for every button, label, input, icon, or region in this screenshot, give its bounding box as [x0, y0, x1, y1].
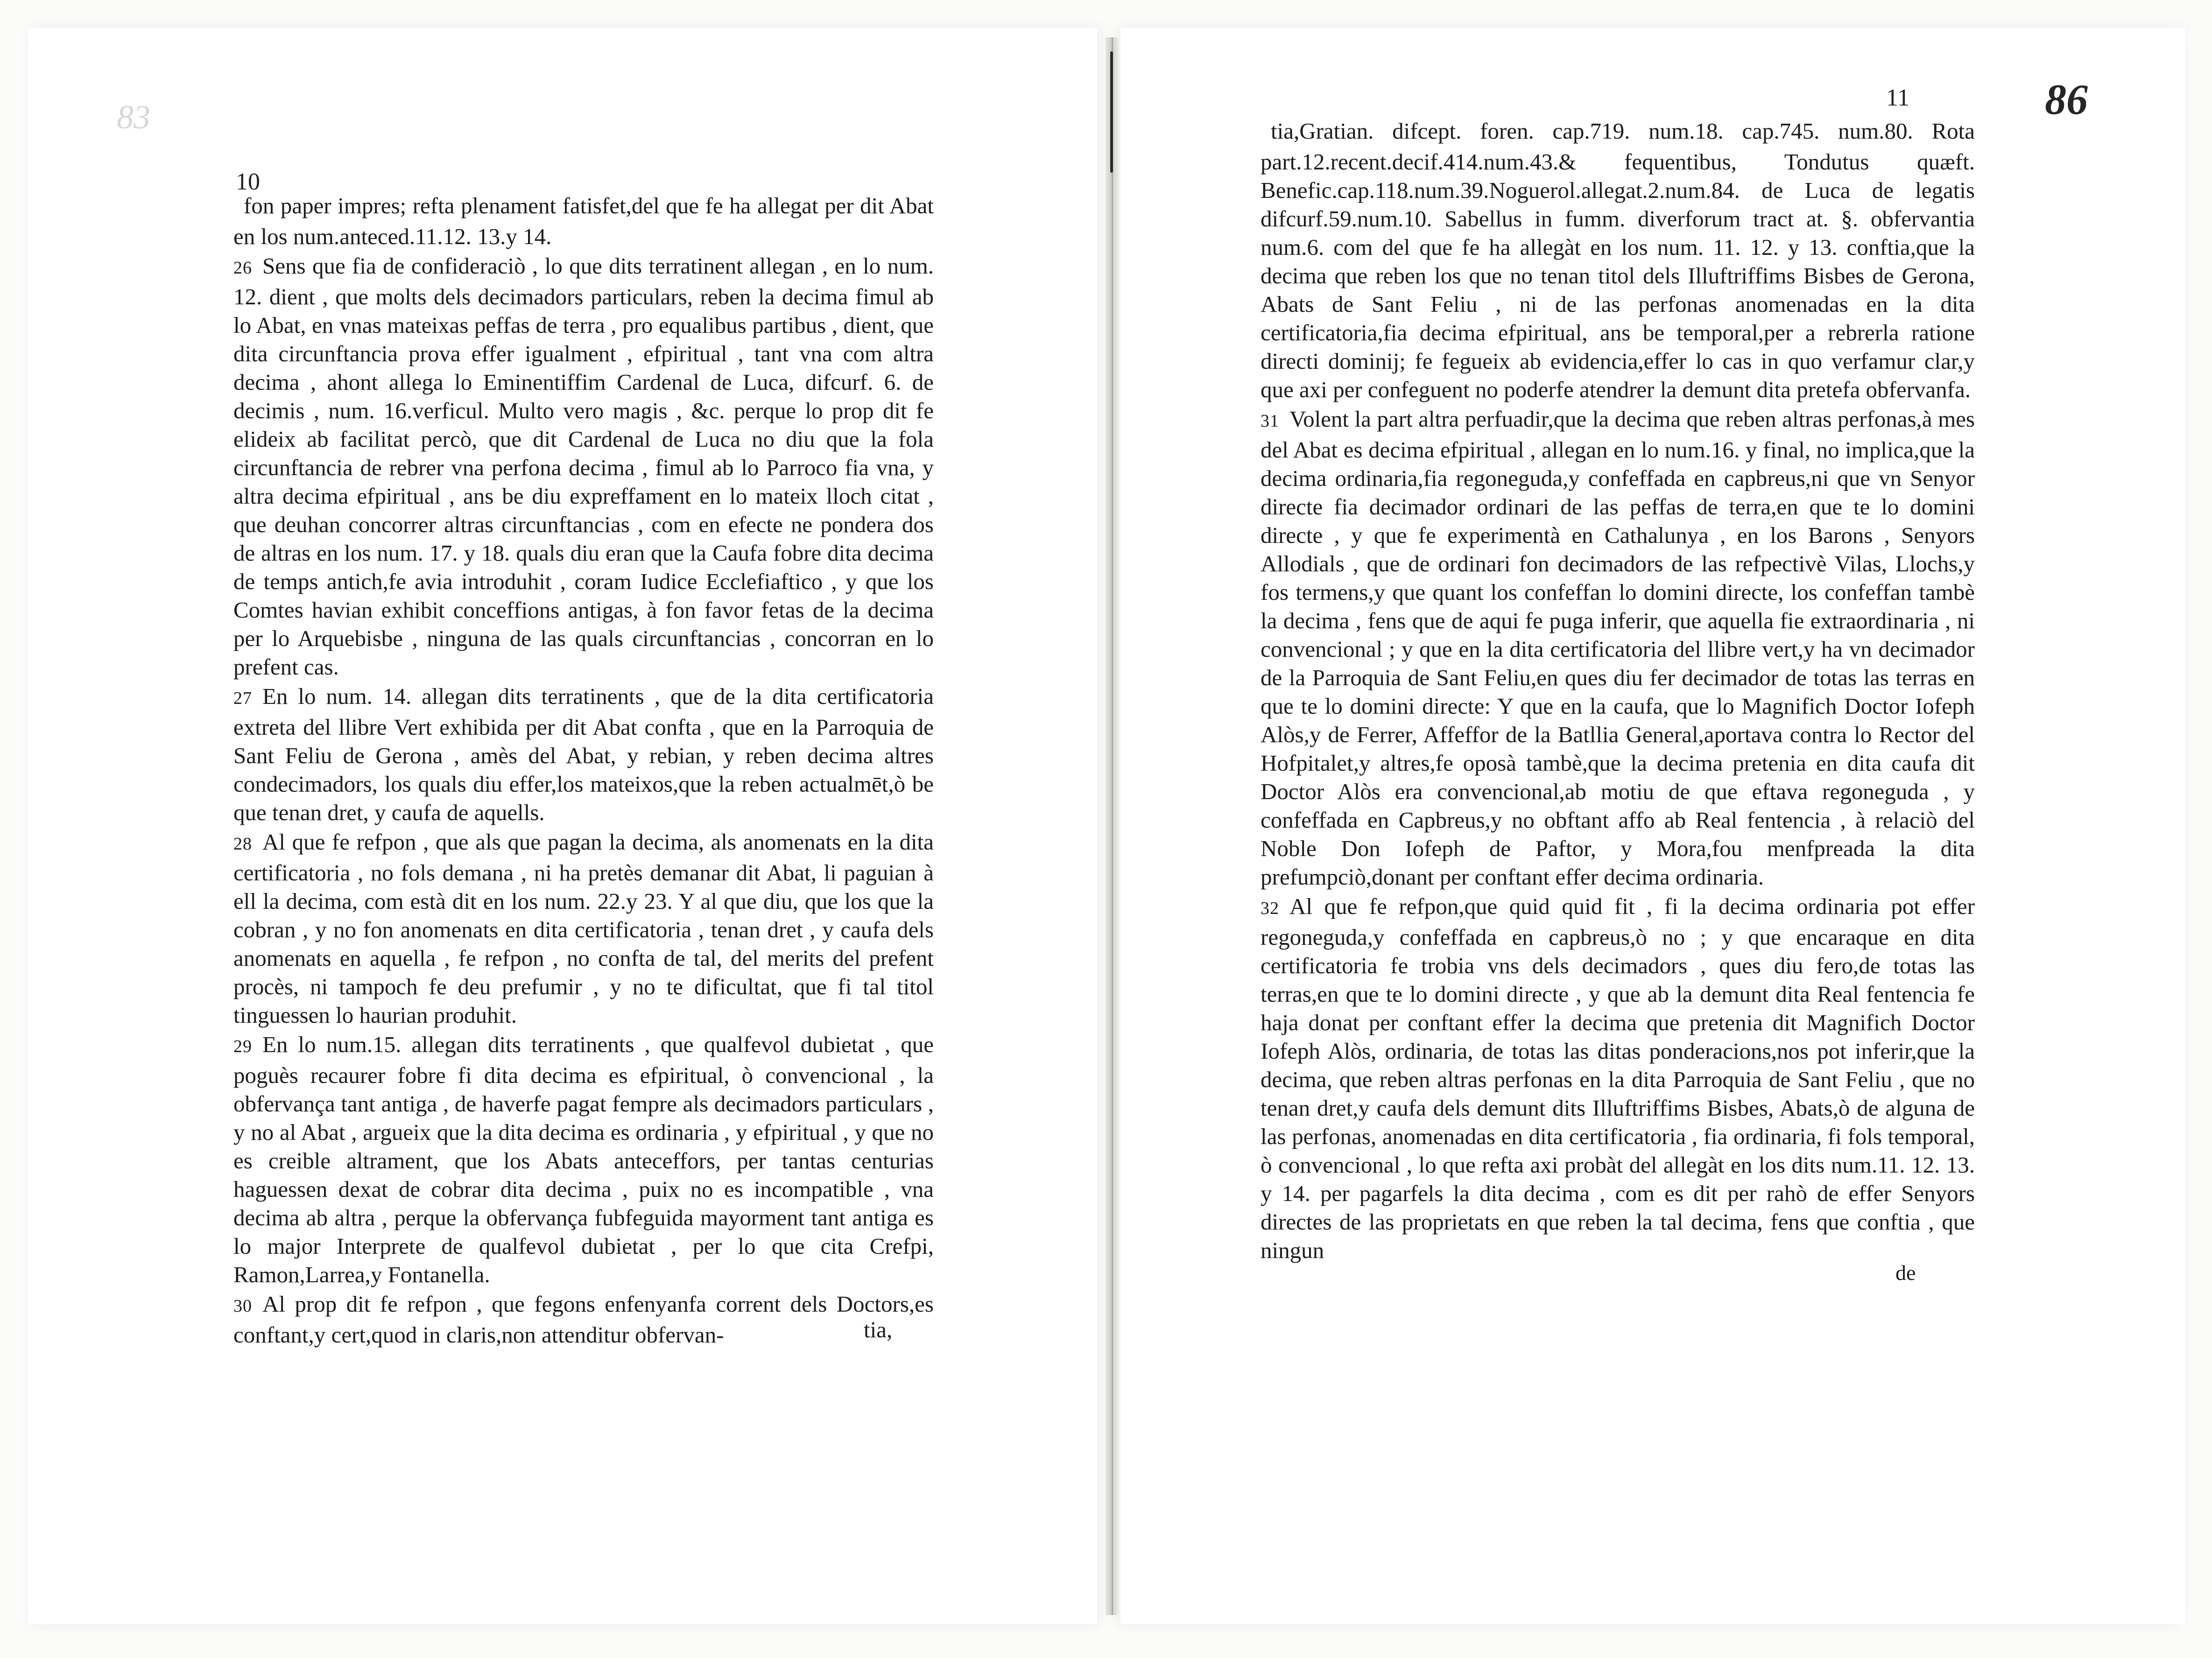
- catchword: de: [1895, 1261, 1916, 1285]
- paragraph: 30 Al prop dit fe refpon , que fegons enfenyanfa corrent dels Doctors,es conftant,y cert,quod in claris,non attenditur obfervan-: [233, 1291, 934, 1348]
- page-number: 11: [1886, 84, 1910, 111]
- page-number: 10: [236, 169, 260, 195]
- left-page: [28, 28, 1097, 1624]
- paragraph: 29 En lo num.15. allegan dits terratinents , que qualfevol dubietat , que poguès recaurer fobre fi dita decima es efpiritual, ò convencional , la obfervança tant antiga , de haverfe pagat fempre als decimadors particulars , y no al Abat , argueix que la dita decima es ordinaria , y efpiritual , y que no es creible altrament, que los Abats anteceffors, per tantas centurias haguessen dexat de cobrar dita decima , puix no es incompatible , vna decima ab altra , perque la obfervança fubfeguida mayorment tant antiga es lo major Interprete de qualfevol dubietat , per lo que cita Crefpi, Ramon,Larrea,y Fontanella.: [233, 1032, 934, 1287]
- paragraph: 32 Al que fe refpon,que quid quid fit , fi la decima ordinaria pot effer regoneguda,y confeffada en capbreus,ò no ; y que encaraque en dita certificatoria fe trobia vns dels decimadors , ques diu fero,de totas las terras,en que te lo domini directe , y que ab la demunt dita Real fentencia fe haja donat per conftant effer la decima que pretenia dit Magnifich Doctor Iofeph Alòs, ordinaria, de totas las ditas ponderacions,nos pot inferir,que la decima, que reben altras perfonas en la dita Parroquia de Sant Feliu , que no tenan dret,y caufa dels demunt dits Illuftriffims Bisbes, Abats,ò de alguna de las perfonas, anomenadas en dita certificatoria , fia ordinaria, fi fols temporal, ò convencional , lo que refta axi probàt del allegàt en los dits num.11. 12. 13. y 14. per pagarfels la dita decima , com es dit per rahò de effer Senyors directes de las proprietats en que reben la tal decima, fens que conftia , que ningun: [1261, 893, 1975, 1263]
- right-text-block: [1261, 117, 1975, 1296]
- book-gutter: [1106, 37, 1119, 1615]
- paragraph: fon paper impres; refta plenament fatisfet,del que fe ha allegat per dit Abat en los num.anteced.11.12. 13.y 14.: [233, 193, 934, 249]
- gutter-mark: [1110, 51, 1113, 173]
- paragraph: tia,Gratian. difcept. foren. cap.719. num.18. cap.745. num.80. Rota part.12.recent.decif.414.num.43.& fequentibus, Tondutus quæft. Benefic.cap.118.num.39.Noguerol.allegat.2.num.84. de Luca de legatis difcurf.59.num.10. Sabellus in fumm. diverforum tract at. §. obfervantia num.6. com del que fe ha allegàt en los num. 11. 12. y 13. conftia,que la decima que reben los que no tenan titol dels Illuftriffims Bisbes de Gerona, Abats de Sant Feliu , ni de las perfonas anomenadas en la dita certificatoria,fia decima efpiritual, ans be temporal,per a rebrerla ratione directi dominij; fe fegueix ab evidencia,effer lo cas in quo verfamur clar,y que axi per confeguent no poderfe atendrer la demunt dita pretefa obfervanfa.: [1261, 118, 1975, 402]
- left-text-block: [233, 191, 934, 1349]
- faint-bleedthrough-number: 83: [117, 98, 150, 136]
- right-page: [1120, 28, 2185, 1624]
- paragraph: [1261, 1265, 1975, 1296]
- paragraph: 27 En lo num. 14. allegan dits terratinents , que de la dita certificatoria extreta del llibre Vert exhibida per dit Abat confta , que en la Parroquia de Sant Feliu de Gerona , amès del Abat, y rebian, y reben decima altres condecimadors, los quals diu effer,los mateixos,que la reben actualmēt,ò be que tenan dret, y caufa de aquells.: [233, 683, 934, 825]
- paragraph: 26 Sens que fia de confideraciò , lo que dits terratinent allegan , en lo num. 12. dient , que molts dels decimadors particulars, reben la decima fimul ab lo Abat, en vnas mateixas peffas de terra , pro equalibus partibus , dient, que dita circunftancia prova effer igualment , efpiritual , tant vna com altra decima , ahont allega lo Eminentiffim Cardenal de Luca, difcurf. 6. de decimis , num. 16.verficul. Multo vero magis , &c. perque lo prop dit fe elideix ab facilitat percò, que dit Cardenal de Luca no diu que la fola circunftancia de rebrer vna perfona decima , fimul ab lo Parroco fia vna, y altra decima efpiritual , ans be diu expreffament en lo mateix lloch citat , que deuhan concorrer altras circunftancias , com en efecte ne pondera dos de altras en los num. 17. y 18. quals diu eran que la Caufa fobre dita decima de temps antich,fe avia introduhit , coram Iudice Ecclefiaftico , y que los Comtes havian exhibit conceffions antigas, à fon favor fetas de la decima per lo Arquebisbe , ninguna de las quals circunftancias , concorran en lo prefent cas.: [233, 253, 934, 680]
- paragraph: 28 Al que fe refpon , que als que pagan la decima, als anomenats en la dita certificatoria , no fols demana , ni ha pretès demanar dit Abat, li paguian à ell la decima, com està dit en los num. 22.y 23. Y al que diu, que los que la cobran , y no fon anomenats en dita certificatoria , tenan dret , y caufa dels anomenats en aquella , fe refpon , no confta de tal, del merits del prefent procès, ni tampoch fe deu prefumir , y no te dificultat, que fi tal titol tinguessen lo haurian produhit.: [233, 829, 934, 1028]
- catchword: tia,: [864, 1317, 893, 1342]
- handwritten-folio-number: 86: [2045, 76, 2088, 123]
- paragraph: 31 Volent la part altra perfuadir,que la decima que reben altras perfonas,à mes del Abat es decima efpiritual , allegan en lo num.16. y final, no implica,que la decima ordinaria,fia regoneguda,y confeffada en capbreus,ni que vn Senyor directe fia decimador ordinari de las peffas de terra,en que te lo domini directe , y que fe experimentà en Cathalunya , en los Barons , Senyors Allodials , que de ordinari fon decimadors de las refpectivè Vilas, Llochs,y fos termens,y que quant los confeffan lo domini directe, los confeffan tambè la decima , fens que de aqui fe puga inferir, que aquella fie extraordinaria , ni convencional ; y que en la dita certificatoria del llibre vert,y ha vn decimador de la Parroquia de Sant Feliu,en ques diu fer decimador de totas las terras en que te lo domini directe: Y que en la caufa, que lo Magnifich Doctor Iofeph Alòs,y de Ferrer, Affeffor de la Batllia General,aportava contra lo Rector del Hofpitalet,y altres,fe oposà tambè,que la decima pretenia en dita caufa dit Doctor Alòs era convencional,ab motiu de que eftava regoneguda , y confeffada en Capbreus,y no obftant affo ab Real fentencia , à relaciò del Noble Don Iofeph de Paftor, y Mora,fou menfpreada la dita prefumpciò,donant per conftant effer decima ordinaria.: [1261, 406, 1975, 890]
